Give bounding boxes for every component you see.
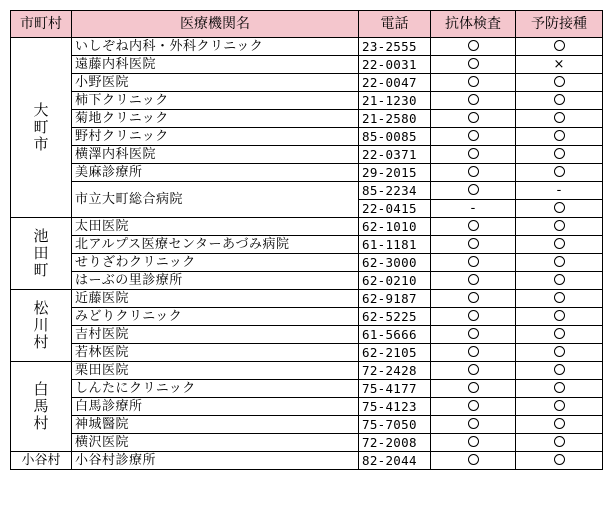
phone-number: 23-2555 <box>359 38 431 56</box>
available-circle-icon <box>468 382 479 393</box>
available-circle-icon <box>468 112 479 123</box>
available-circle-icon <box>468 328 479 339</box>
phone-number: 75-4177 <box>359 380 431 398</box>
available-circle-icon <box>554 238 565 249</box>
header-municipality: 市町村 <box>11 11 72 38</box>
vaccination-cell <box>516 56 603 74</box>
vaccination-cell <box>516 362 603 380</box>
institution-name: はーぶの里診療所 <box>72 272 359 290</box>
antibody-test-cell <box>431 254 516 272</box>
vaccination-cell <box>516 326 603 344</box>
available-circle-icon <box>554 130 565 141</box>
table-row <box>11 326 603 344</box>
available-circle-icon <box>468 400 479 411</box>
table-row <box>11 416 603 434</box>
vaccination-cell <box>516 128 603 146</box>
antibody-test-cell <box>431 38 516 56</box>
available-circle-icon <box>468 130 479 141</box>
municipality-cell <box>11 38 72 218</box>
vaccination-cell <box>516 38 603 56</box>
available-circle-icon <box>554 202 565 213</box>
antibody-test-cell <box>431 308 516 326</box>
vaccination-cell <box>516 218 603 236</box>
phone-number: 22-0031 <box>359 56 431 74</box>
phone-number: 22-0415 <box>359 200 431 218</box>
table-row <box>11 236 603 254</box>
vaccination-cell <box>516 272 603 290</box>
phone-number: 72-2428 <box>359 362 431 380</box>
table-row <box>11 434 603 452</box>
available-circle-icon <box>468 166 479 177</box>
antibody-test-cell <box>431 272 516 290</box>
table-row <box>11 290 603 308</box>
institution-name: 小谷村診療所 <box>72 452 359 470</box>
phone-number: 22-0047 <box>359 74 431 92</box>
vaccination-cell <box>516 398 603 416</box>
municipality-cell <box>11 218 72 290</box>
vaccination-cell <box>516 290 603 308</box>
antibody-test-cell <box>431 452 516 470</box>
vaccination-cell <box>516 344 603 362</box>
phone-number: 62-5225 <box>359 308 431 326</box>
vaccination-cell <box>516 254 603 272</box>
available-circle-icon <box>468 274 479 285</box>
vaccination-cell <box>516 164 603 182</box>
available-circle-icon <box>468 220 479 231</box>
phone-number: 21-1230 <box>359 92 431 110</box>
vaccination-cell <box>516 236 603 254</box>
municipality-char: 松 <box>33 299 49 317</box>
municipality-char: 田 <box>33 244 49 262</box>
header-antibody-test: 抗体検査 <box>431 11 516 38</box>
clinic-table <box>10 10 603 470</box>
antibody-test-cell <box>431 326 516 344</box>
institution-name: 太田医院 <box>72 218 359 236</box>
available-circle-icon <box>468 346 479 357</box>
antibody-test-cell <box>431 398 516 416</box>
institution-name: 横澤内科医院 <box>72 146 359 164</box>
available-circle-icon <box>554 346 565 357</box>
phone-number: 61-1181 <box>359 236 431 254</box>
available-circle-icon <box>554 418 565 429</box>
antibody-test-cell <box>431 164 516 182</box>
available-circle-icon <box>468 454 479 465</box>
available-circle-icon <box>554 274 565 285</box>
antibody-test-cell <box>431 344 516 362</box>
phone-number: 21-2580 <box>359 110 431 128</box>
available-circle-icon <box>554 166 565 177</box>
institution-name: 若林医院 <box>72 344 359 362</box>
institution-name: 遠藤内科医院 <box>72 56 359 74</box>
none-dash: - <box>470 201 476 216</box>
table-row <box>11 182 603 200</box>
table-row <box>11 74 603 92</box>
available-circle-icon <box>554 94 565 105</box>
antibody-test-cell <box>431 56 516 74</box>
table-row <box>11 92 603 110</box>
table-row <box>11 56 603 74</box>
vaccination-cell <box>516 416 603 434</box>
table-row <box>11 218 603 236</box>
available-circle-icon <box>554 148 565 159</box>
table-row <box>11 308 603 326</box>
table-row <box>11 272 603 290</box>
phone-number: 61-5666 <box>359 326 431 344</box>
table-row <box>11 110 603 128</box>
antibody-test-cell <box>431 128 516 146</box>
vaccination-cell <box>516 380 603 398</box>
header-institution: 医療機関名 <box>72 11 359 38</box>
available-circle-icon <box>554 310 565 321</box>
available-circle-icon <box>554 436 565 447</box>
institution-name: みどりクリニック <box>72 308 359 326</box>
antibody-test-cell <box>431 416 516 434</box>
available-circle-icon <box>468 436 479 447</box>
institution-name: しんたにクリニック <box>72 380 359 398</box>
phone-number: 85-0085 <box>359 128 431 146</box>
institution-name: 横沢医院 <box>72 434 359 452</box>
phone-number: 62-2105 <box>359 344 431 362</box>
available-circle-icon <box>554 382 565 393</box>
none-dash: - <box>556 183 562 198</box>
antibody-test-cell <box>431 182 516 200</box>
institution-name: 吉村医院 <box>72 326 359 344</box>
vaccination-cell <box>516 182 603 200</box>
vaccination-cell <box>516 308 603 326</box>
available-circle-icon <box>468 418 479 429</box>
phone-number: 62-1010 <box>359 218 431 236</box>
table-row <box>11 452 603 470</box>
header-phone: 電話 <box>359 11 431 38</box>
phone-number: 72-2008 <box>359 434 431 452</box>
phone-number: 75-4123 <box>359 398 431 416</box>
institution-name: 美麻診療所 <box>72 164 359 182</box>
table-row <box>11 146 603 164</box>
municipality-char: 町 <box>33 261 49 279</box>
table-row <box>11 398 603 416</box>
antibody-test-cell <box>431 146 516 164</box>
table-row <box>11 164 603 182</box>
institution-name: 神城醫院 <box>72 416 359 434</box>
table-row <box>11 38 603 56</box>
available-circle-icon <box>554 220 565 231</box>
vaccination-cell <box>516 110 603 128</box>
antibody-test-cell <box>431 74 516 92</box>
antibody-test-cell <box>431 380 516 398</box>
available-circle-icon <box>554 256 565 267</box>
institution-name: 北アルプス医療センターあづみ病院 <box>72 236 359 254</box>
available-circle-icon <box>468 256 479 267</box>
antibody-test-cell <box>431 362 516 380</box>
table-row <box>11 254 603 272</box>
vaccination-cell <box>516 200 603 218</box>
phone-number: 62-0210 <box>359 272 431 290</box>
table-body <box>11 38 603 470</box>
available-circle-icon <box>554 40 565 51</box>
phone-number: 75-7050 <box>359 416 431 434</box>
antibody-test-cell <box>431 290 516 308</box>
antibody-test-cell <box>431 200 516 218</box>
institution-name: 白馬診療所 <box>72 398 359 416</box>
table-row <box>11 128 603 146</box>
available-circle-icon <box>468 292 479 303</box>
available-circle-icon <box>468 310 479 321</box>
antibody-test-cell <box>431 110 516 128</box>
municipality-char: 市 <box>33 135 49 153</box>
antibody-test-cell <box>431 218 516 236</box>
antibody-test-cell <box>431 92 516 110</box>
institution-name: 野村クリニック <box>72 128 359 146</box>
municipality-char: 川 <box>33 316 49 334</box>
municipality-char: 大 <box>33 101 49 119</box>
table-row <box>11 380 603 398</box>
available-circle-icon <box>468 94 479 105</box>
available-circle-icon <box>554 112 565 123</box>
institution-name: 市立大町総合病院 <box>72 182 359 218</box>
antibody-test-cell <box>431 434 516 452</box>
municipality-char: 村 <box>33 333 49 351</box>
municipality-char: 村 <box>33 414 49 432</box>
header-row <box>11 11 603 38</box>
available-circle-icon <box>554 400 565 411</box>
institution-name: いしぞね内科・外科クリニック <box>72 38 359 56</box>
municipality-cell: 小谷村 <box>11 452 72 470</box>
header-vaccination: 予防接種 <box>516 11 603 38</box>
available-circle-icon <box>468 184 479 195</box>
available-circle-icon <box>468 40 479 51</box>
available-circle-icon <box>554 76 565 87</box>
table-row <box>11 362 603 380</box>
vaccination-cell <box>516 452 603 470</box>
institution-name: 栗田医院 <box>72 362 359 380</box>
available-circle-icon <box>554 364 565 375</box>
available-circle-icon <box>468 238 479 249</box>
phone-number: 29-2015 <box>359 164 431 182</box>
vaccination-cell <box>516 92 603 110</box>
institution-name: 柿下クリニック <box>72 92 359 110</box>
available-circle-icon <box>468 58 479 69</box>
vaccination-cell <box>516 146 603 164</box>
municipality-char: 池 <box>33 227 49 245</box>
phone-number: 62-9187 <box>359 290 431 308</box>
available-circle-icon <box>468 364 479 375</box>
vaccination-cell <box>516 74 603 92</box>
phone-number: 22-0371 <box>359 146 431 164</box>
municipality-cell <box>11 362 72 452</box>
municipality-char: 町 <box>33 118 49 136</box>
not-available-cross-icon: × <box>553 57 565 72</box>
phone-number: 85-2234 <box>359 182 431 200</box>
institution-name: せりざわクリニック <box>72 254 359 272</box>
municipality-char: 白 <box>33 380 49 398</box>
phone-number: 82-2044 <box>359 452 431 470</box>
institution-name: 菊地クリニック <box>72 110 359 128</box>
municipality-char: 馬 <box>33 397 49 415</box>
table-row <box>11 344 603 362</box>
available-circle-icon <box>554 328 565 339</box>
institution-name: 近藤医院 <box>72 290 359 308</box>
municipality-cell <box>11 290 72 362</box>
available-circle-icon <box>468 76 479 87</box>
phone-number: 62-3000 <box>359 254 431 272</box>
antibody-test-cell <box>431 236 516 254</box>
available-circle-icon <box>468 148 479 159</box>
available-circle-icon <box>554 454 565 465</box>
available-circle-icon <box>554 292 565 303</box>
institution-name: 小野医院 <box>72 74 359 92</box>
vaccination-cell <box>516 434 603 452</box>
